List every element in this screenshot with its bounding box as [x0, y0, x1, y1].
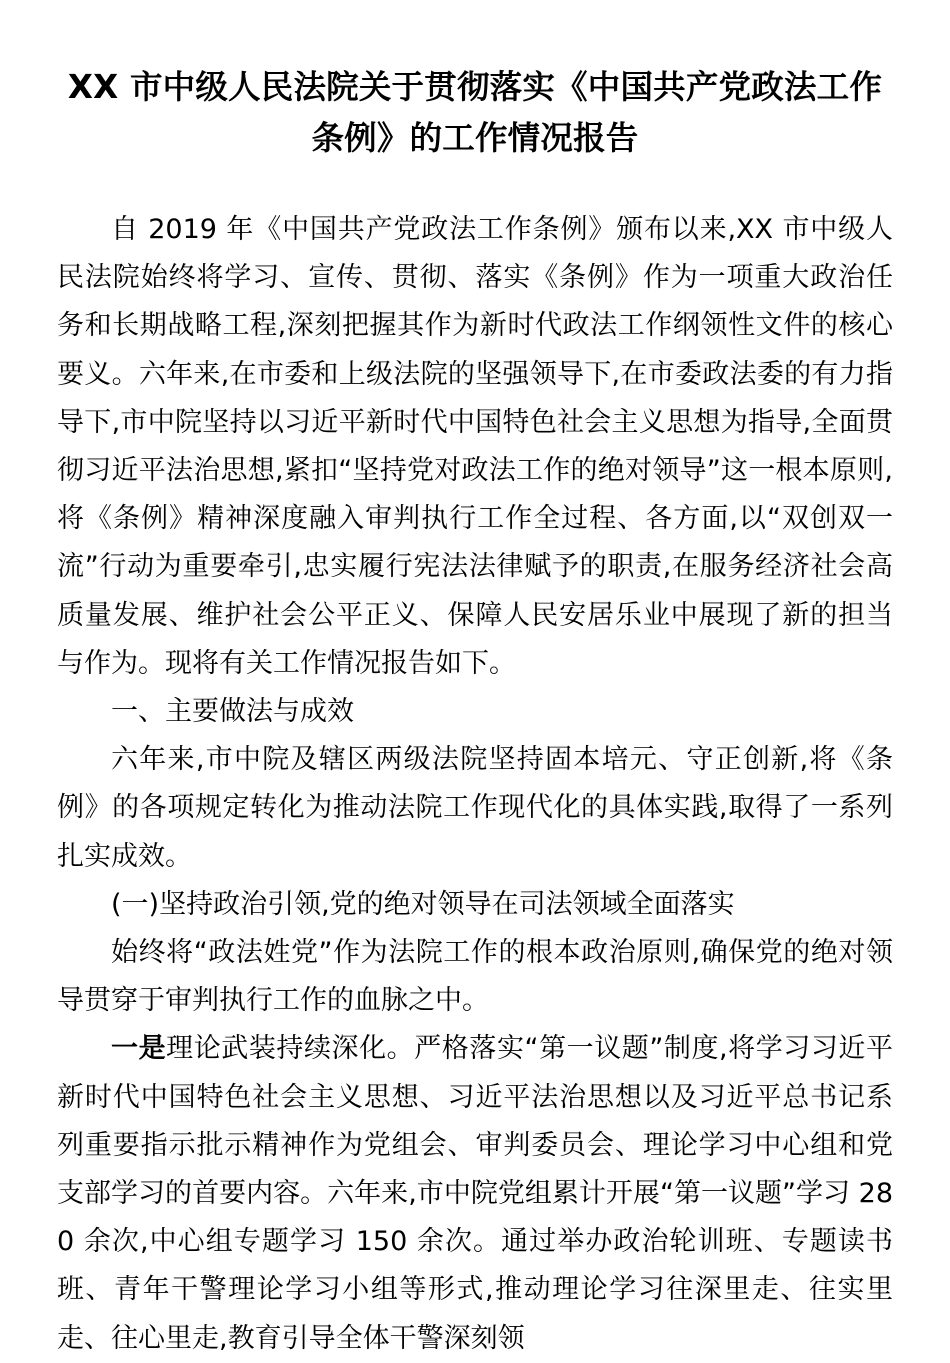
section-1-intro-paragraph: 六年来,市中院及辖区两级法院坚持固本培元、守正创新,将《条例》的各项规定转化为推动法院工作现代化的具体实践,取得了一系列扎实成效。	[57, 744, 893, 872]
page-title: XX 市中级人民法院关于贯彻落实《中国共产党政法工作条例》的工作情况报告	[67, 68, 883, 157]
subsection-1-1-intro-paragraph: 始终将“政法姓党”作为法院工作的根本政治原则,确保党的绝对领导贯穿于审判执行工作的血脉之中。	[57, 937, 893, 1017]
subsection-heading-1-1: (一)坚持政治引领,党的绝对领导在司法领域全面落实	[111, 888, 735, 920]
point-one-lead-label: 一是	[111, 1033, 167, 1065]
section-heading-1: 一、主要做法与成效	[111, 696, 354, 728]
opening-paragraph: 自 2019 年《中国共产党政法工作条例》颁布以来,XX 市中级人民法院始终将学习、宣传、贯彻、落实《条例》作为一项重大政治任务和长期战略工程,深刻把握其作为新时代政法工作纲领性文件的核心要义。六年来,在市委和上级法院的坚强领导下,在市委政法委的有力指导下,市中院坚持以习近平新时代中国特色社会主义思想为指导,全面贯彻习近平法治思想,紧扣“坚持党对政法工作的绝对领导”这一根本原则,将《条例》精神深度融入审判执行工作全过程、各方面,以“双创双一流”行动为重要牵引,忠实履行宪法法律赋予的职责,在服务经济社会高质量发展、维护社会公平正义、保障人民安居乐业中展现了新的担当与作为。现将有关工作情况报告如下。	[57, 214, 893, 679]
document-body	[0, 206, 950, 1363]
point-one-paragraph	[57, 1025, 893, 1362]
point-one-body-text: 理论武装持续深化。严格落实“第一议题”制度,将学习习近平新时代中国特色社会主义思想、习近平法治思想以及习近平总书记系列重要指示批示精神作为党组会、审判委员会、理论学习中心组和党支部学习的首要内容。六年来,市中院党组累计开展“第一议题”学习 280 余次,中心组专题学习 150 余次。通过举办政治轮训班、专题读书班、青年干警理论学习小组等形式,推动理论学习往深里走、往实里走、往心里走,教育引导全体干警深刻领	[57, 1033, 894, 1354]
